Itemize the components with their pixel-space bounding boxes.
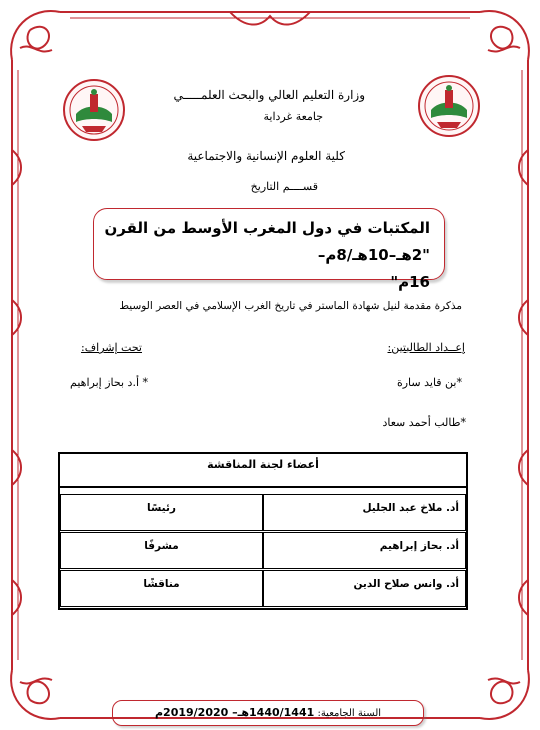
- university-logo-right-icon: [417, 74, 481, 138]
- member-name: أد. ملاخ عبد الجليل: [263, 494, 466, 531]
- academic-year-box: [112, 700, 424, 726]
- member-role: مشرفًا: [60, 532, 263, 569]
- table-row: [60, 570, 466, 609]
- member-role: مناقشًا: [60, 570, 263, 607]
- faculty-name: كلية العلوم الإنسانية والاجتماعية: [187, 149, 345, 163]
- academic-year-label: السنة الجامعية:: [317, 708, 382, 719]
- member-role: رئيسًا: [60, 494, 263, 531]
- department-name: قســــم التاريخ: [250, 180, 318, 193]
- supervisor-name: * أ.د بحاز إبراهيم: [70, 376, 148, 389]
- student-name-2: *طالب أحمد سعاد: [382, 416, 466, 429]
- committee-table: [58, 452, 468, 610]
- member-name: أد. وانس صلاح الدين: [263, 570, 466, 607]
- supervisor-label: تحت إشراف:: [81, 341, 142, 354]
- students-label: إعــداد الطالبتين:: [387, 341, 465, 354]
- committee-title: أعضاء لجنة المناقشة: [60, 454, 466, 488]
- thesis-title-box: [93, 208, 445, 291]
- table-row: [60, 532, 466, 571]
- member-name: أد. بحاز إبراهيم: [263, 532, 466, 569]
- table-row: [60, 494, 466, 533]
- thesis-title-line-1: المكتبات في دول المغرب الأوسط من القرن "2هـ–10هـ/8م–: [104, 219, 430, 264]
- university-logo-left-icon: [62, 78, 126, 142]
- thesis-subtitle: مذكرة مقدمة لنيل شهادة الماستر في تاريخ الغرب الإسلامي في العصر الوسيط: [119, 300, 462, 312]
- student-name-1: *بن قايد سارة: [396, 376, 462, 389]
- university-name: جامعة غرداية: [263, 110, 323, 123]
- ministry-name: وزارة التعليم العالي والبحث العلمـــــي: [173, 88, 365, 102]
- academic-year-value: 1440/1441هـ– 2019/2020م: [154, 706, 315, 719]
- thesis-title-line-2: 16م": [390, 273, 430, 291]
